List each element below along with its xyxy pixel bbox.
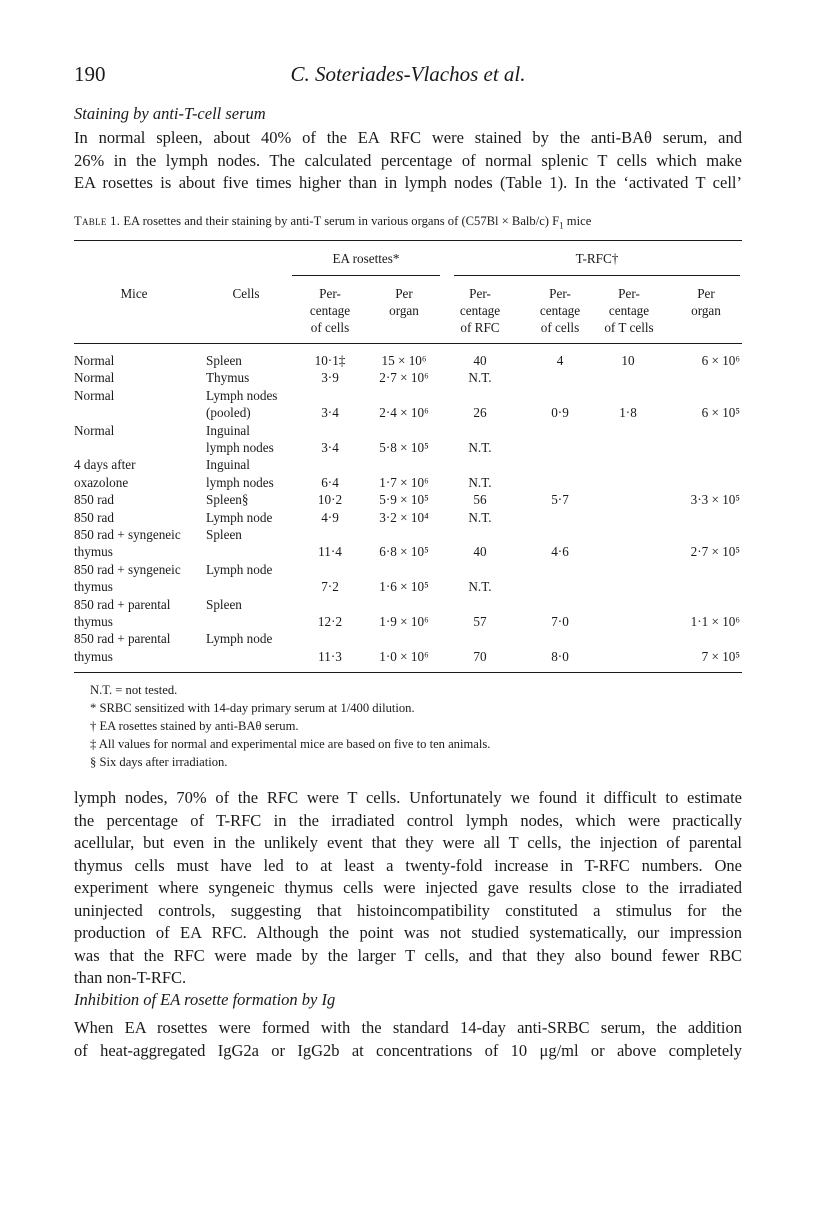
- cell-ea-per-organ: 1·6 × 10⁵: [379, 579, 429, 595]
- cell-t-per-organ: 6 × 10⁵: [701, 405, 740, 421]
- text-line: lymph nodes, 70% of the RFC were T cells. Unfortunately we found it difficult to estimate: [74, 788, 742, 807]
- cell-cells: lymph nodes: [206, 440, 274, 455]
- column-header-ea-percentage: [300, 285, 360, 336]
- cell-t-percentage-rfc: 70: [473, 648, 487, 664]
- cell-cells: Spleen: [206, 353, 242, 368]
- cell-mice: thymus: [74, 579, 113, 595]
- cell-cells: Spleen: [206, 596, 242, 612]
- cell-ea-percentage: 4·9: [321, 509, 339, 525]
- header-line: centage: [309, 303, 351, 318]
- cell-mice: Normal: [74, 353, 115, 368]
- section-heading-inhibition: Inhibition of EA rosette formation by Ig: [74, 990, 336, 1009]
- cell-t-percentage-rfc: 40: [473, 353, 487, 368]
- table-footnote: N.T. = not tested.: [90, 683, 178, 697]
- cell-t-percentage-cells: 5·7: [551, 492, 569, 508]
- table-footnote: ‡ All values for normal and experimental mice are based on five to ten animals.: [90, 737, 491, 751]
- paragraph-inhibition: [74, 1017, 742, 1062]
- text-line: uninjected controls, suggesting that histoincompatibility constituted a stimulus for the: [74, 900, 742, 920]
- cell-ea-per-organ: 5·9 × 10⁵: [379, 492, 429, 508]
- cell-ea-per-organ: 2·4 × 10⁶: [379, 405, 429, 421]
- paragraph-lymph-nodes: [74, 787, 742, 990]
- cell-ea-percentage: 10·1‡: [314, 353, 346, 368]
- text-line: 26% in the lymph nodes. The calculated percentage of normal splenic T cells which make: [74, 150, 742, 170]
- cell-ea-per-organ: 5·8 × 10⁵: [379, 440, 429, 455]
- cell-t-per-organ: 3·3 × 10⁵: [690, 492, 740, 508]
- cell-cells: Lymph nodes: [206, 387, 278, 403]
- header-line: organ: [691, 303, 721, 318]
- cell-mice: thymus: [74, 648, 113, 664]
- cell-t-percentage-rfc: 40: [473, 544, 487, 560]
- cell-ea-per-organ: 1·0 × 10⁶: [379, 648, 429, 664]
- header-line: Per-: [549, 286, 571, 301]
- text-line: production of EA RFC. Although the point was not studied systematically, our impression: [74, 923, 742, 942]
- page-number: 190: [74, 62, 106, 86]
- header-line: Per: [697, 286, 715, 301]
- table-header-rule: [74, 343, 742, 344]
- cell-t-percentage-rfc: 56: [473, 492, 487, 508]
- cell-cells: Inguinal: [206, 457, 250, 473]
- column-header-ea-per-organ: [372, 285, 436, 319]
- cell-t-percentage-tcells: 10: [621, 353, 635, 368]
- cell-cells: Inguinal: [206, 422, 250, 438]
- header-line: Per-: [319, 286, 341, 301]
- cell-t-per-organ: 2·7 × 10⁵: [690, 544, 740, 560]
- column-header-cells: Cells: [232, 286, 260, 301]
- header-line: of RFC: [460, 320, 500, 335]
- header-line: of cells: [540, 320, 580, 335]
- table-caption-end: mice: [563, 214, 592, 228]
- cell-ea-per-organ: 1·9 × 10⁶: [379, 614, 429, 629]
- header-line: of T cells: [604, 320, 654, 335]
- cell-t-percentage-cells: 7·0: [551, 614, 569, 629]
- cell-t-percentage-cells: 4·6: [551, 544, 569, 560]
- text-line: of heat-aggregated IgG2a or IgG2b at concentrations of 10 μg/ml or above completely: [74, 1040, 742, 1060]
- cell-cells: Spleen: [206, 527, 242, 542]
- cell-t-percentage-rfc: 26: [473, 405, 487, 421]
- table-footnote: † EA rosettes stained by anti-BAθ serum.: [90, 719, 299, 733]
- table-caption-text: EA rosettes and their staining by anti-T serum in various organs of (C57Bl × Balb/c) F: [120, 214, 560, 228]
- paragraph-staining: [74, 127, 742, 195]
- cell-t-percentage-cells: 8·0: [551, 648, 569, 664]
- cell-ea-percentage: 3·4: [321, 405, 339, 421]
- cell-mice: 850 rad + parental: [74, 596, 171, 612]
- header-line: centage: [459, 303, 501, 318]
- cell-ea-percentage: 10·2: [317, 492, 343, 508]
- header-line: centage: [608, 303, 650, 318]
- cell-mice: 850 rad: [74, 509, 114, 525]
- table-footnote: * SRBC sensitized with 14-day primary serum at 1/400 dilution.: [90, 701, 415, 715]
- cell-t-percentage-cells: 4: [556, 353, 564, 368]
- cell-ea-per-organ: 1·7 × 10⁶: [379, 474, 429, 490]
- cell-t-percentage-rfc: N.T.: [468, 440, 492, 455]
- cell-t-percentage-tcells: 1·8: [619, 405, 637, 421]
- cell-ea-per-organ: 15 × 10⁶: [381, 353, 427, 368]
- cell-t-percentage-rfc: N.T.: [468, 370, 492, 386]
- text-line: In normal spleen, about 40% of the EA RFC were stained by the anti-BAθ serum, and: [74, 128, 742, 147]
- header-line: Per-: [618, 286, 640, 301]
- cell-ea-percentage: 6·4: [321, 474, 339, 490]
- cell-ea-per-organ: 6·8 × 10⁵: [379, 544, 429, 560]
- cell-mice: oxazolone: [74, 474, 129, 490]
- section-heading-staining: Staining by anti-T-cell serum: [74, 104, 266, 123]
- cell-mice: 850 rad + parental: [74, 631, 171, 647]
- cell-cells: Spleen§: [206, 492, 249, 508]
- text-line: the percentage of T-RFC in the irradiated control lymph nodes, which were practically: [74, 810, 742, 830]
- running-head: C. Soteriades-Vlachos et al.: [290, 62, 526, 86]
- text-line: thymus cells must have led to at least a twenty-fold increase in T-RFC numbers. One: [74, 855, 742, 875]
- group-header-t-rfc: T-RFC†: [575, 251, 619, 266]
- column-header-t-percentage-cells: [532, 285, 588, 336]
- group-header-ea-rosettes: EA rosettes*: [332, 251, 400, 266]
- page-header: [74, 62, 742, 92]
- text-line: When EA rosettes were formed with the standard 14-day anti-SRBC serum, the addition: [74, 1018, 742, 1037]
- cell-cells: Lymph node: [206, 561, 273, 577]
- cell-t-per-organ: 7 × 10⁵: [701, 648, 740, 664]
- text-line: acellular, but even in the unlikely event that they were all T cells, the injection of parental: [74, 833, 742, 852]
- text-line: than non-T-RFC.: [74, 968, 187, 987]
- cell-t-percentage-cells: 0·9: [551, 405, 569, 421]
- trfc-group-rule: [454, 275, 740, 276]
- column-header-mice: Mice: [120, 286, 148, 301]
- cell-t-percentage-rfc: N.T.: [468, 474, 492, 490]
- cell-mice: 850 rad + syngeneic: [74, 527, 181, 542]
- cell-mice: Normal: [74, 422, 115, 438]
- cell-t-percentage-rfc: N.T.: [468, 509, 492, 525]
- text-line: was that the RFC were made by the larger T cells, and that they also bound fewer RBC: [74, 945, 742, 965]
- cell-t-per-organ: 6 × 10⁶: [701, 353, 740, 368]
- cell-mice: thymus: [74, 544, 113, 560]
- cell-ea-per-organ: 3·2 × 10⁴: [379, 509, 429, 525]
- header-line: of cells: [310, 320, 350, 335]
- ea-group-rule: [292, 275, 440, 276]
- header-line: organ: [389, 303, 419, 318]
- cell-t-per-organ: 1·1 × 10⁶: [690, 614, 740, 629]
- header-line: Per-: [469, 286, 491, 301]
- table-caption: [74, 214, 742, 231]
- cell-mice: 850 rad: [74, 492, 114, 508]
- cell-mice: Normal: [74, 387, 115, 403]
- table-top-rule: [74, 240, 742, 241]
- table-caption-subscript: 1: [559, 220, 564, 231]
- column-header-t-per-organ: [676, 285, 736, 319]
- header-line: Per: [395, 286, 413, 301]
- cell-mice: 850 rad + syngeneic: [74, 561, 181, 577]
- cell-t-percentage-rfc: N.T.: [468, 579, 492, 595]
- table-caption-label: Table 1.: [74, 214, 121, 228]
- cell-ea-percentage: 3·9: [321, 370, 339, 386]
- cell-mice: 4 days after: [74, 457, 136, 473]
- cell-ea-percentage: 7·2: [321, 579, 339, 595]
- cell-ea-per-organ: 2·7 × 10⁶: [379, 370, 429, 386]
- cell-mice: thymus: [74, 614, 113, 629]
- cell-cells: Thymus: [206, 370, 250, 386]
- cell-ea-percentage: 3·4: [321, 440, 339, 455]
- cell-ea-percentage: 11·3: [318, 648, 342, 664]
- column-header-t-percentage-rfc: [452, 285, 508, 336]
- cell-cells: (pooled): [206, 405, 251, 421]
- column-header-t-percentage-tcells: [596, 285, 662, 336]
- header-line: centage: [539, 303, 581, 318]
- table-bottom-rule: [74, 672, 742, 673]
- cell-ea-percentage: 11·4: [318, 544, 342, 560]
- text-line: EA rosettes is about five times higher than in lymph nodes (Table 1). In the ‘activated T cell’: [74, 173, 742, 192]
- table-footnote: § Six days after irradiation.: [90, 755, 228, 769]
- cell-mice: Normal: [74, 370, 115, 386]
- cell-cells: Lymph node: [206, 509, 273, 525]
- text-line: experiment where syngeneic thymus cells were injected gave results close to the irradiated: [74, 878, 742, 897]
- cell-cells: Lymph node: [206, 631, 273, 647]
- cell-cells: lymph nodes: [206, 474, 274, 490]
- cell-t-percentage-rfc: 57: [473, 614, 487, 629]
- cell-ea-percentage: 12·2: [317, 614, 343, 629]
